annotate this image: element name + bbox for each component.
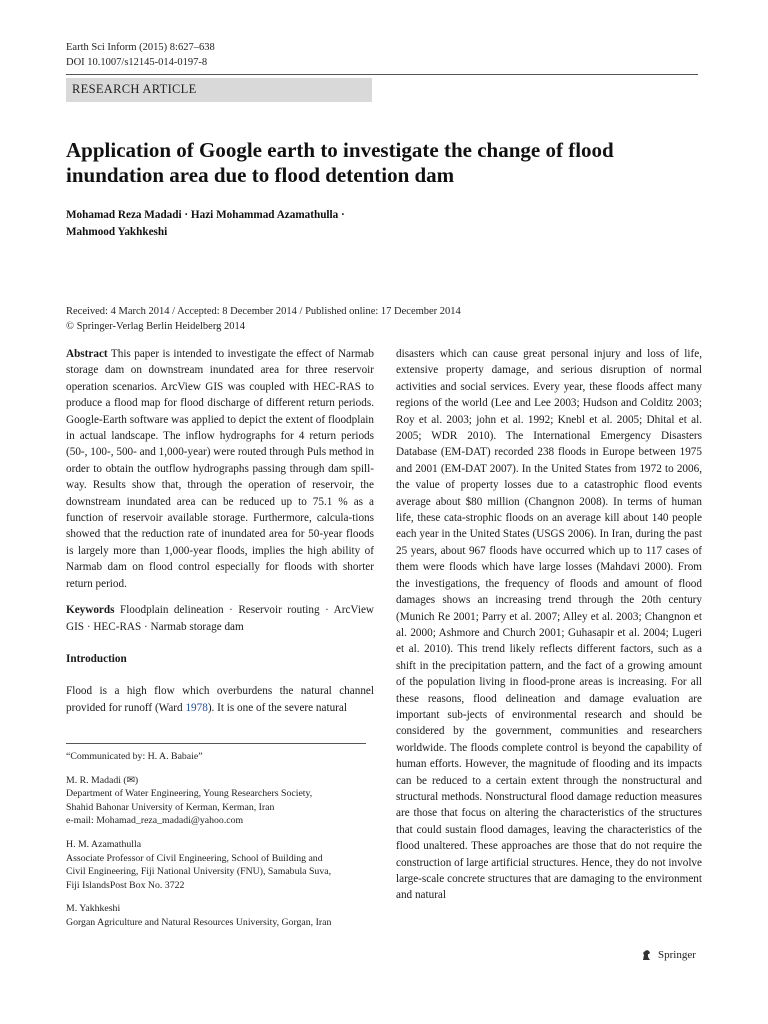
doi[interactable]: DOI 10.1007/s12145-014-0197-8 [66,57,208,68]
intro-text-a: Flood is a high flow which overburdens the natural channel provided for runoff (Ward [66,685,374,714]
author1-email[interactable]: e-mail: Mohamad_reza_madadi@yahoo.com [66,815,244,827]
intro-paragraph-start [66,683,374,716]
copyright-line: © Springer-Verlag Berlin Heidelberg 2014 [66,321,246,332]
intro-text-b: ). It is one of the severe natural [207,701,347,714]
footnotes [66,750,376,930]
keywords [66,602,374,635]
author2-affiliation-1: Associate Professor of Civil Engineering, School of Building and [66,852,323,864]
authors-line-2: Mahmood Yakhkeshi [66,226,168,238]
keywords-text: Floodplain delineation · Reservoir routing · ArcView GIS · HEC-RAS · Narmab storage dam [66,604,374,633]
right-column [396,346,702,904]
citation-link[interactable]: 1978 [185,701,208,714]
publication-dates [66,304,706,334]
journal-header [66,40,215,70]
intro-paragraph-continued [396,346,702,904]
author1-affiliation-2: Shahid Bahonar University of Kerman, Kerman, Iran [66,801,275,813]
journal-citation: Earth Sci Inform (2015) 8:627–638 [66,42,215,53]
left-column [66,346,374,716]
author1-affiliation-1: Department of Water Engineering, Young Researchers Society, [66,788,313,800]
dates-line: Received: 4 March 2014 / Accepted: 8 December 2014 / Published online: 17 December 2014 [66,306,461,317]
header-rule [66,74,698,75]
introduction-heading: Introduction [66,652,127,665]
publisher-name: Springer [658,949,696,961]
article-type-label: RESEARCH ARTICLE [72,82,197,96]
abstract [66,346,374,592]
abstract-text: This paper is intended to investigate the effect of Narmab storage dam on downstream inundated area for three reservoir operation scenarios. ArcView GIS was coupled with HEC-RAS to produce a flood map for flood discharge of different return periods. Google-Earth software was applied to depict the extent of floodplain in actual landscape. The inflow hydrographs for 4 return periods (50-, 100-, 500- and 1,000-year) were routed through Puls method in order to obtain the outflow hydrographs passing through dam spill-way. Results show that, through the operation of reservoir, the downstream inundated area can be reduced up to 75.1 % as a function of reservoir available storage. Furthermore, calcula-tions showed that the reduction rate of inundated area for 50-year floods is largely more than 1,000-year floods, implies the high ability of Narmab dam on flood control especially for floods with shorter return period. [66,348,374,590]
authors-line-1: Mohamad Reza Madadi · Hazi Mohammad Azamathulla · [66,209,345,221]
author-list [66,207,706,241]
communicated-by: “Communicated by: H. A. Babaie” [66,751,203,762]
author2-affiliation-3: Fiji IslandsPost Box No. 3722 [66,879,185,891]
author1-name: M. R. Madadi (✉) [66,774,139,786]
publisher-logo [640,948,696,962]
article-type-banner [66,78,372,102]
intro-text-right: disasters which can cause great personal injury and loss of life, extensive property damage, and serious disruption of normal activities and social services. Every year, these floods affect many regions of the world (Lee and Lee 2003; Hudson and Colditz 2003; Roy et al. 2003; john et al. 1992; Knebl et al. 2005; Dhital et al. 2005; WDR 2010). The International Emergency Disasters Database (EM-DAT) recorded 238 floods in Europe between 1975 and 2001 (EM-DAT 2007). In the United States from 1972 to 2006, the value of property losses due to a catastrophic flood events average about $80 million (Changnon 2008). In terms of human life, these cata-strophic floods on an average kill about 140 people each year in the United States (USGS 2006). In Iran, during the past 25 years, about 967 floods have occurred which up to 117 cases of them were floods which have large losses (Mahdavi 2000). From the investigations, the frequency of floods and amount of flood damages shows an increasing trend through the 20th century (Munich Re 2001; Parry et al. 2007; Alley et al. 2003; Changnon et al. 2000; Ashmore and Church 2001; Guhasapir et al. 2004; Lugeri et al. 2010). This trend likely reflects different factors, such as a shift in the precipitation pattern, and the fact of a growing amount of the population living in flood-prone areas is increasing. For all these reasons, flood delineation and damage evaluation are important sub-jects of environmental research and should be considered by the government, communities and researchers worldwide. The floods complete control is beyond the capability of human efforts. However, the magnitude of flooding and its impacts can be reduced to a certain extent through the nonstructural and structural methods. Nonstructural flood damage reduction measures are those that focus on altering the characteristics of the structures that could sustain flood damages, leaving the characteristics of the flood unaltered. These approaches are those that do not require the construction of large artificial structures. Hence, they do not involve large-scale concrete structures that are damaging to the environment and natural [396,348,702,902]
keywords-label: Keywords [66,604,115,617]
springer-horse-icon [640,948,654,962]
paper-title: Application of Google earth to investigate the change of flood inundation area due to flood detention dam [66,138,614,187]
author2-name: H. M. Azamathulla [66,838,142,850]
author2-affiliation-2: Civil Engineering, Fiji National University (FNU), Samabula Suva, [66,866,332,878]
author3-name: M. Yakhkeshi [66,903,121,915]
footnote-rule [66,743,366,744]
abstract-label: Abstract [66,348,108,360]
author3-affiliation-1: Gorgan Agriculture and Natural Resources University, Gorgan, Iran [66,916,332,928]
